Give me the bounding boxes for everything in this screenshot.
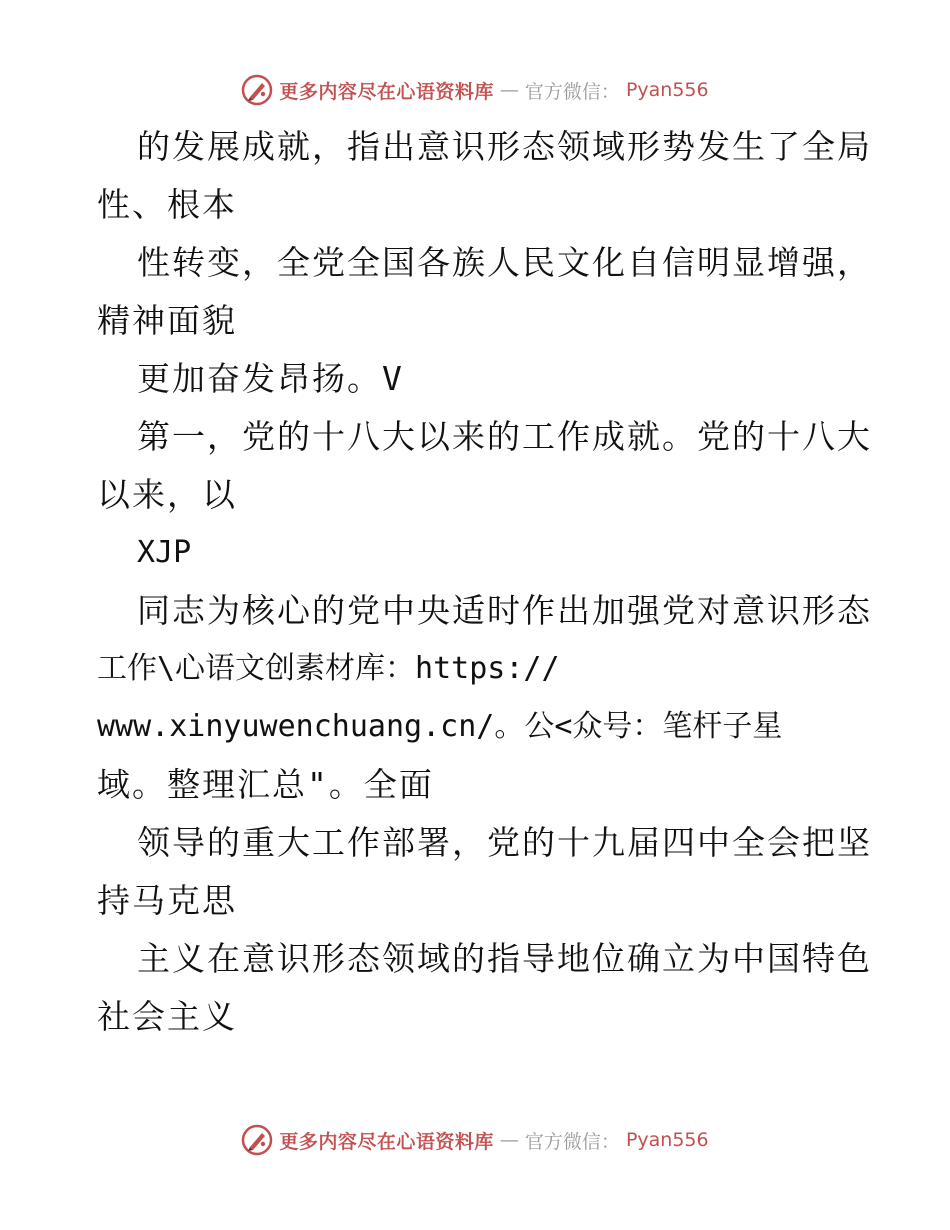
text-line: 持马克思 (97, 881, 237, 920)
text-line: 领导的重大工作部署，党的十九届四中全会把坚 (137, 823, 872, 862)
page-footer-banner (0, 1120, 950, 1160)
text-line: 性转变，全党全国各族人民文化自信明显增强， (137, 243, 872, 282)
text-line: 主义在意识形态领域的指导地位确立为中国特色 (137, 939, 872, 978)
text-line: 以来，以 (97, 475, 237, 514)
banner-title: 更多内容尽在心语资料库 (279, 80, 494, 103)
text-line: 域。整理汇总"。全面 (97, 765, 434, 804)
document-body (97, 118, 872, 1046)
page-header-banner (0, 70, 950, 110)
text-line: XJP (137, 535, 192, 570)
banner (241, 74, 708, 106)
brush-pen-logo-icon (241, 1124, 273, 1156)
banner-account-id: Pyan556 (625, 1129, 709, 1151)
text-line: 社会主义 (97, 997, 237, 1036)
banner-official-label: 官方微信： (524, 80, 620, 103)
banner-title: 更多内容尽在心语资料库 (279, 1130, 494, 1153)
text-line: www.xinyuwenchuang.cn/。公<众号：笔杆子星 (97, 709, 783, 744)
text-line: 工作\心语文创素材库：https:// (97, 651, 560, 686)
text-line: 同志为核心的党中央适时作出加强党对意识形态 (137, 591, 872, 630)
text-line: 性、根本 (97, 185, 237, 224)
banner-account-id: Pyan556 (625, 79, 709, 101)
banner-separator: — (499, 1129, 519, 1151)
banner-separator: — (499, 79, 519, 101)
banner-official-label: 官方微信： (524, 1130, 620, 1153)
brush-pen-logo-icon (241, 74, 273, 106)
banner (241, 1124, 708, 1156)
text-line: 精神面貌 (97, 301, 237, 340)
text-line: 的发展成就，指出意识形态领域形势发生了全局 (137, 127, 872, 166)
text-line: 第一，党的十八大以来的工作成就。党的十八大 (137, 417, 872, 456)
text-line: 更加奋发昂扬。V (137, 359, 404, 398)
